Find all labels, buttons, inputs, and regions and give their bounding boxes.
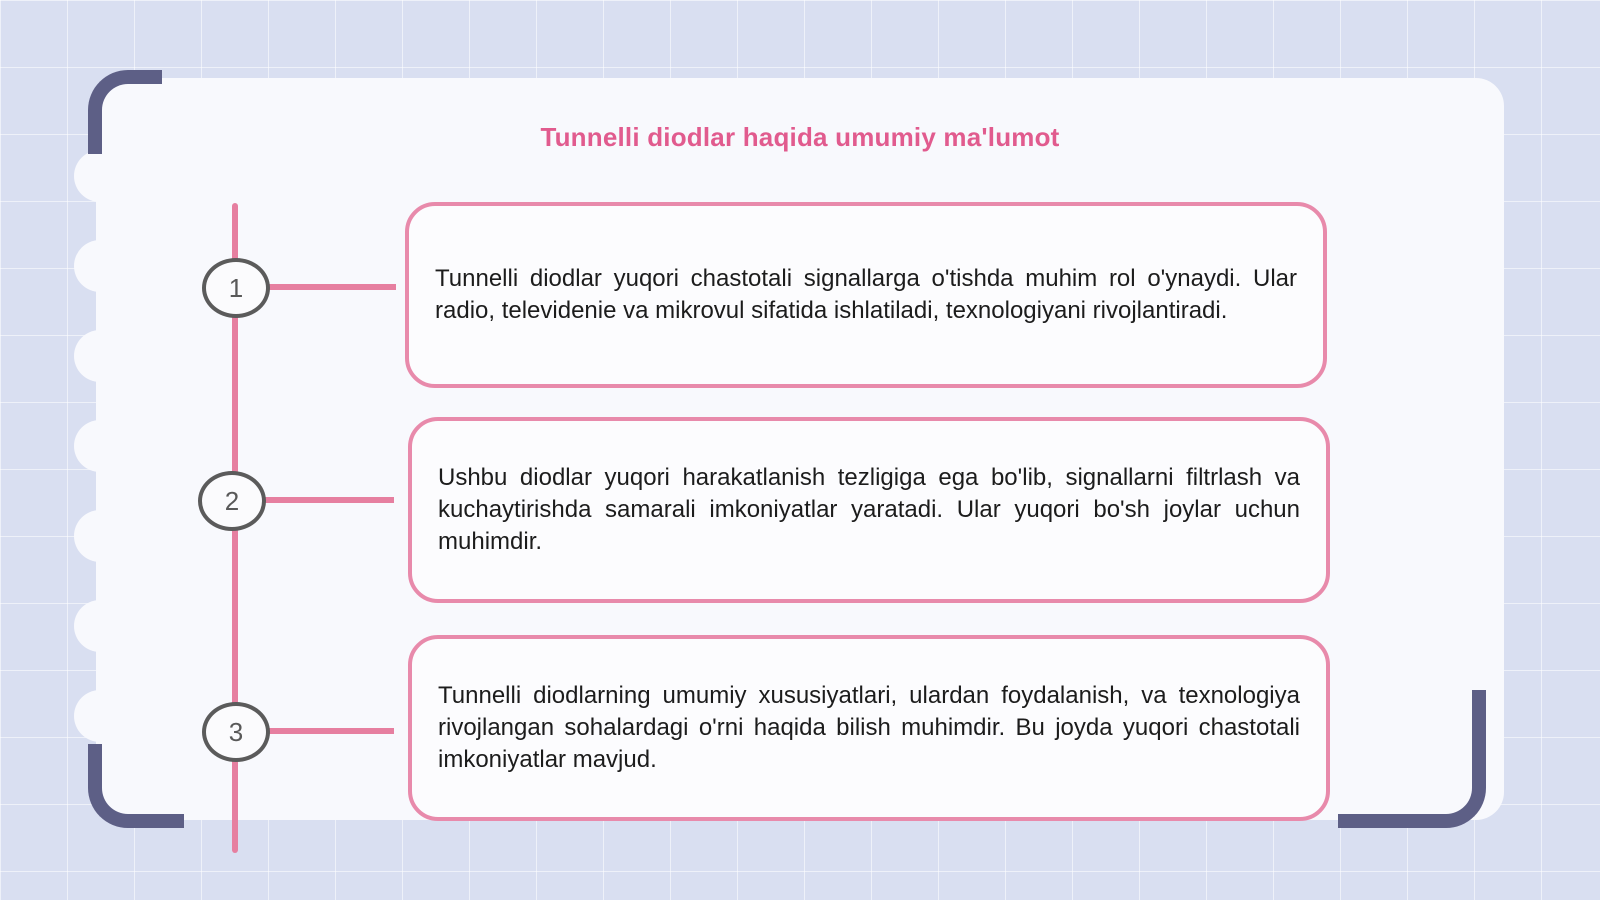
- step-number-3: 3: [202, 702, 270, 762]
- scallop: [74, 510, 126, 562]
- paper-scallop-edge: [74, 150, 126, 750]
- info-card-2: [408, 417, 1330, 603]
- scallop: [74, 150, 126, 202]
- scallop: [74, 690, 126, 742]
- info-card-text: Ushbu diodlar yuqori harakatlanish tezligiga ega bo'lib, signallarni filtrlash va kuchaytirishda samarali imkoniyatlar yaratadi. Ular yuqori bo'sh joylar uchun muhimdir.: [438, 464, 1300, 555]
- info-card-1: [405, 202, 1327, 388]
- scallop: [74, 240, 126, 292]
- corner-bracket-bottom-left: [88, 744, 184, 828]
- info-card-text: Tunnelli diodlarning umumiy xususiyatlari, ulardan foydalanish, va texnologiya rivojlangan sohalardagi o'rni haqida bilish muhimdir. Bu joyda yuqori chastotali imkoniyatlar mavjud.: [438, 682, 1300, 773]
- step-number-1: 1: [202, 258, 270, 318]
- slide-title: Tunnelli diodlar haqida umumiy ma'lumot: [540, 122, 1060, 152]
- scallop: [74, 330, 126, 382]
- scallop: [74, 600, 126, 652]
- step-number-2: 2: [198, 471, 266, 531]
- corner-bracket-top-left: [88, 70, 162, 154]
- info-card-text: Tunnelli diodlar yuqori chastotali signallarga o'tishda muhim rol o'ynaydi. Ular radio, televidenie va mikrovul sifatida ishlatiladi, texnologiyani rivojlantiradi.: [435, 265, 1297, 324]
- scallop: [74, 420, 126, 472]
- info-card-3: [408, 635, 1330, 821]
- corner-bracket-bottom-right: [1338, 690, 1486, 828]
